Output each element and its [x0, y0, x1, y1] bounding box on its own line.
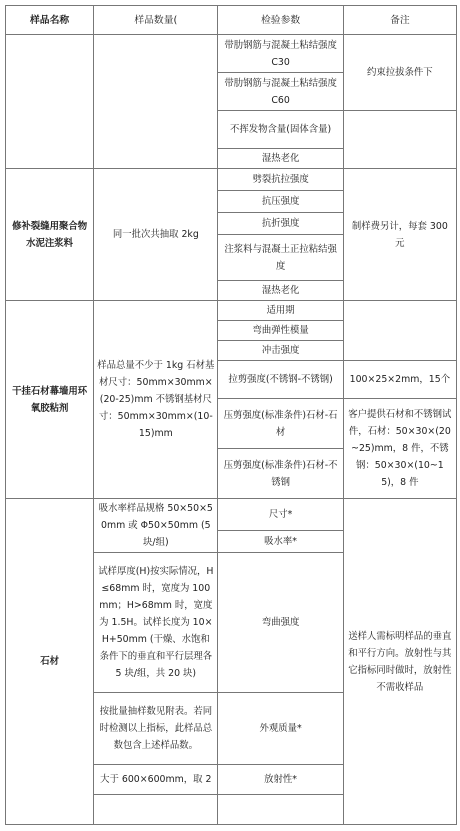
note-cell: 客户提供石材和不锈钢试件，石材：50×30×(20~25)mm，8 件，不锈钢：50×30×(10~15)，8 件 — [343, 399, 456, 499]
sample-name-cell: 干挂石材幕墙用环氧胶粘剂 — [6, 301, 94, 499]
sample-qty-cell: 吸水率样品规格 50×50×50mm 或 Φ50×50mm (5 块/组) — [94, 499, 218, 553]
header-test-param: 检验参数 — [218, 6, 343, 35]
param-cell: 拉剪强度(不锈钢-不锈钢) — [218, 361, 343, 399]
param-cell: 弯曲强度 — [218, 553, 343, 693]
header-row — [6, 6, 457, 35]
param-cell: 注浆料与混凝土正拉粘结强度 — [218, 235, 343, 281]
sample-name-cell: 石材 — [6, 499, 94, 825]
param-cell: 吸水率* — [218, 531, 343, 553]
table-row — [6, 35, 457, 73]
sample-qty-cell: 大于 600×600mm，取 2 — [94, 765, 218, 795]
param-cell-empty — [218, 795, 343, 825]
param-cell: 适用期 — [218, 301, 343, 321]
header-note: 备注 — [343, 6, 456, 35]
param-cell: 劈裂抗拉强度 — [218, 169, 343, 191]
note-cell: 100×25×2mm，15个 — [343, 361, 456, 399]
note-cell: 制样费另计，每套 300 元 — [343, 169, 456, 301]
table-row — [6, 169, 457, 191]
param-cell: 压剪强度(标准条件)石材-石材 — [218, 399, 343, 449]
param-cell: 带肋钢筋与混凝土粘结强度 C60 — [218, 73, 343, 111]
sample-qty-cell-empty — [94, 795, 218, 825]
sample-qty-cell: 试样厚度(H)按实际情况，H≤68mm 时，宽度为 100mm；H>68mm 时，宽度为 1.5H。试样长度为 10×H+50mm (干燥、水饱和条件下的垂直和平行层理各 5 块/组，共 20 块) — [94, 553, 218, 693]
param-cell: 放射性* — [218, 765, 343, 795]
sample-table — [5, 5, 457, 825]
param-cell: 湿热老化 — [218, 149, 343, 169]
param-cell: 尺寸* — [218, 499, 343, 531]
table-row — [6, 301, 457, 321]
param-cell: 湿热老化 — [218, 281, 343, 301]
sample-qty-cell: 同一批次共抽取 2kg — [94, 169, 218, 301]
param-cell: 带肋钢筋与混凝土粘结强度 C30 — [218, 35, 343, 73]
header-sample-qty: 样品数量( — [94, 6, 218, 35]
note-cell-empty — [343, 111, 456, 169]
param-cell: 外观质量* — [218, 693, 343, 765]
note-cell: 送样人需标明样品的垂直和平行方向。放射性与其它指标同时做时，放射性不需收样品 — [343, 499, 456, 825]
param-cell: 抗折强度 — [218, 213, 343, 235]
param-cell: 冲击强度 — [218, 341, 343, 361]
param-cell: 弯曲弹性模量 — [218, 321, 343, 341]
table-row — [6, 499, 457, 531]
header-sample-name: 样品名称 — [6, 6, 94, 35]
sample-qty-cell — [94, 35, 218, 169]
param-cell: 不挥发物含量(固体含量) — [218, 111, 343, 149]
note-cell: 约束拉拔条件下 — [343, 35, 456, 111]
note-cell-empty — [343, 301, 456, 361]
sample-qty-cell: 按批量抽样数见附表。若同时检测以上指标，此样品总数包含上述样品数。 — [94, 693, 218, 765]
sample-qty-cell: 样品总量不少于 1kg 石材基材尺寸：50mm×30mm×(20-25)mm 不锈钢基材尺寸：50mm×30mm×(10-15)mm — [94, 301, 218, 499]
sample-name-cell — [6, 35, 94, 169]
param-cell: 压剪强度(标准条件)石材-不锈钢 — [218, 449, 343, 499]
param-cell: 抗压强度 — [218, 191, 343, 213]
sample-name-cell: 修补裂缝用聚合物水泥注浆料 — [6, 169, 94, 301]
